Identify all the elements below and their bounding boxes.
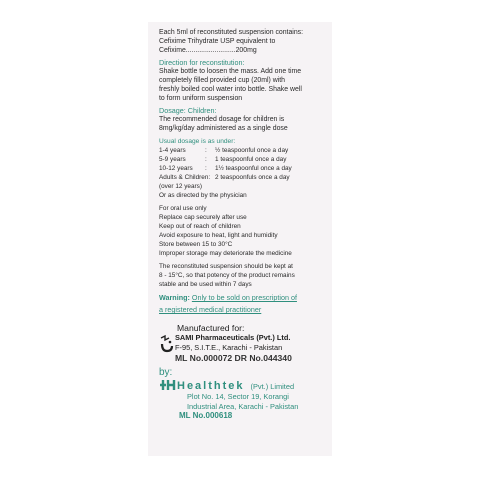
dosage-age: 10-12 years — [159, 165, 193, 172]
dosage-amount: 2 teaspoonfuls once a day — [215, 174, 290, 181]
composition-line-3: Cefixime..........................200mg — [159, 47, 257, 54]
manufacturer-title: Manufactured for: — [177, 323, 245, 333]
dosage-line: The recommended dosage for children is — [159, 116, 285, 123]
dosage-amount: 1 teaspoonful once a day — [215, 156, 287, 163]
reconstitution-line: to form uniform suspension — [159, 95, 243, 102]
instruction-line: Keep out of reach of children — [159, 223, 241, 230]
reconstitution-line: freshly boiled cool water into bottle. Shake well — [159, 86, 302, 93]
dosage-row — [159, 155, 323, 164]
dosage-amount: ½ teaspoonful once a day — [215, 147, 289, 154]
dosage-age: 1-4 years — [159, 147, 186, 154]
storage-line: 8 - 15°C, so that potency of the product remains — [159, 272, 295, 279]
reconstitution-line: completely filled provided cup (20ml) with — [159, 77, 285, 84]
manufacturer-address: F-95, S.I.T.E., Karachi - Pakistan — [175, 343, 283, 352]
reconstitution-line: Shake bottle to loosen the mass. Add one time — [159, 68, 302, 75]
instruction-line: Replace cap securely after use — [159, 214, 247, 221]
composition-line-2: Cefixime Trihydrate USP equivalent to — [159, 38, 276, 45]
distributor-header — [159, 378, 323, 392]
by-label: by: — [159, 367, 173, 378]
warning-text-1: Only to be sold on prescription of — [191, 293, 297, 302]
manufacturer-block — [159, 333, 323, 363]
distributor-license: ML No.000618 — [179, 411, 233, 420]
distributor-address-2: Industrial Area, Karachi - Pakistan — [187, 401, 299, 411]
instruction-line: Avoid exposure to heat, light and humidity — [159, 232, 278, 239]
sami-logo-icon — [159, 334, 175, 354]
dosage-sep: : — [205, 147, 207, 154]
healthtek-logo-icon — [159, 378, 177, 392]
dosage-sep: : — [205, 156, 207, 163]
instruction-line: Store between 15 to 30°C — [159, 241, 233, 248]
dosage-note: Or as directed by the physician — [159, 192, 247, 199]
storage-line: The reconstituted suspension should be kept at — [159, 263, 293, 270]
instruction-line: Improper storage may deteriorate the medicine — [159, 250, 292, 257]
dosage-row — [159, 173, 323, 182]
warning — [159, 293, 323, 303]
usual-dosage-heading: Usual dosage is as under: — [159, 138, 236, 145]
distributor-name: Healthtek — [177, 380, 245, 392]
dosage-row — [159, 146, 323, 155]
dosage-note: (over 12 years) — [159, 183, 202, 190]
reconstitution-heading: Direction for reconstitution: — [159, 58, 245, 67]
manufacturer-license: ML No.000072 DR No.044340 — [175, 353, 292, 363]
instruction-line: For oral use only — [159, 205, 207, 212]
dosage-age: 5-9 years — [159, 156, 186, 163]
distributor-suffix: (Pvt.) Limited — [250, 382, 295, 391]
dosage-amount: 1½ teaspoonful once a day — [215, 165, 292, 172]
storage-line: stable and be used within 7 days — [159, 281, 252, 288]
dosage-row — [159, 164, 323, 173]
dosage-heading: Dosage: Children: — [159, 106, 217, 115]
dosage-line: 8mg/kg/day administered as a single dose — [159, 125, 288, 132]
medicine-leaflet — [148, 22, 332, 456]
composition-line-1: Each 5ml of reconstituted suspension contains: — [159, 29, 304, 36]
warning-text-2: a registered medical practitioner — [159, 305, 262, 314]
warning-label: Warning: — [159, 293, 190, 302]
manufacturer-company: SAMI Pharmaceuticals (Pvt.) Ltd. — [175, 333, 291, 342]
dosage-age: Adults & Children: — [159, 174, 211, 181]
distributor-address-1: Plot No. 14, Sector 19, Korangi — [187, 392, 289, 401]
dosage-sep: : — [205, 165, 207, 172]
